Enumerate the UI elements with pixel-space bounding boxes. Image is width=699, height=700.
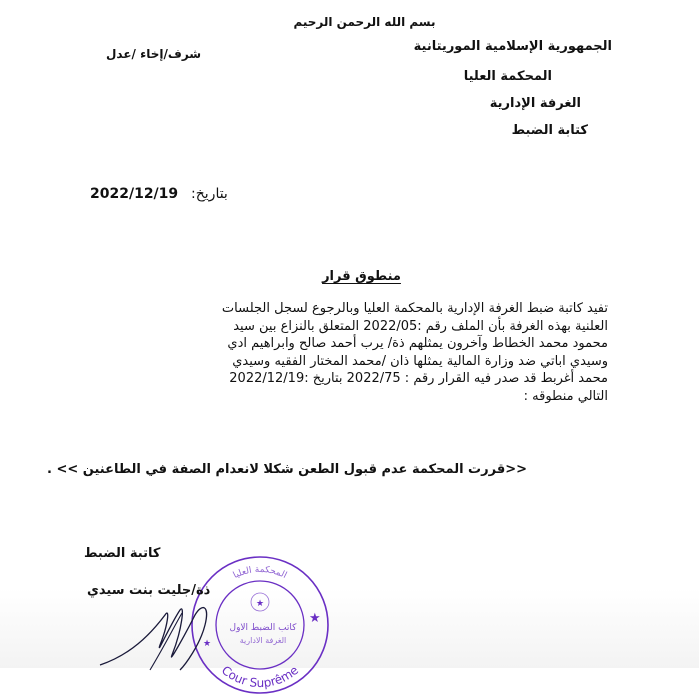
header-court: المحكمة العليا [463,69,552,84]
body-line: وسيدي اباتي ضد وزارة المالية يمثلها ذان /محمد المختار الفقيه وسيدي [232,353,608,369]
national-motto: شرف/إخاء /عدل [106,47,202,61]
document-title: منطوق قرار [322,269,401,284]
header-country: الجمهورية الإسلامية الموريتانية [413,39,612,54]
decision-text: <<قررت المحكمة عدم قبول الطعن شكلا لانعدام الصفة في الطاعنين >> . [47,462,527,477]
body-line: محمود محمد الخطاط وآخرون يمثلهم ذة/ يرب أحمد صالح وابراهيم ادي [227,336,608,352]
stamp-top-text: المحكمة العليا [231,564,289,581]
clerk-title: كاتبة الضبط [84,546,161,561]
body-line: محمد أغربط قد صدر فيه القرار رقم : 2022/75 بتاريخ :2022/12/19 [229,371,608,387]
body-paragraph [84,300,608,406]
star-icon: ★ [309,611,321,626]
stamp-center-line1: كاتب الضبط الاول [229,623,297,633]
handwritten-signature [90,585,240,675]
date-line [90,186,228,202]
body-line: التالي منطوقه : [523,388,608,404]
star-icon: ★ [203,639,212,649]
date-value: 2022/12/19 [90,186,179,202]
emblem-star-icon: ★ [255,599,265,609]
body-line: تفيد كاتبة ضبط الغرفة الإدارية بالمحكمة العليا وبالرجوع لسجل الجلسات [221,301,608,316]
body-line: العلنية بهذه الغرفة بأن الملف رقم :2022/05 المتعلق بالنزاع بين سيد [233,318,608,334]
header-office: كتابة الضبط [511,123,588,138]
header-chamber: الغرفة الإدارية [489,96,581,111]
stamp-center-line2: الغرفة الادارية [239,636,287,645]
clerk-name: ذة/جليت بنت سيدي [87,583,211,598]
date-label: بتاريخ: [191,186,228,202]
stamp-bottom-text: Cour Suprême [218,663,302,691]
basmala: بسم الله الرحمن الرحيم [293,15,436,29]
